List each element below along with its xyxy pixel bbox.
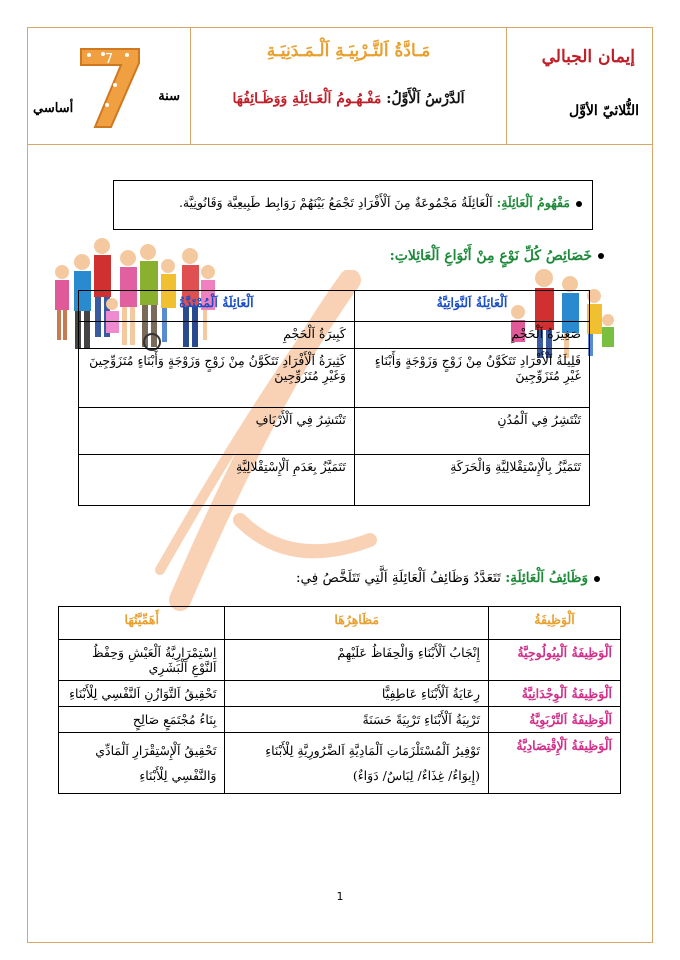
table-cell: تَنْتَشِرُ فِي اَلْأَرْيَافِ (79, 408, 355, 455)
table-cell: تَرْبِيَةُ اَلْأَبْنَاءِ تَرْبِيَةً حَسَنَةً (225, 707, 489, 733)
lesson-title: مَفْـهُـومُ اَلْعَـائِلَةِ وَوَظَـائِفُهَا (232, 91, 382, 107)
table-cell: كَبِيرَةُ اَلْحَجْمِ (79, 322, 355, 349)
function-name: اَلْوَظِيفَةُ اَلْبِيُولُوجِيَّةُ (489, 640, 621, 681)
lesson-heading (191, 91, 506, 107)
table-row (59, 733, 621, 794)
definition-box (113, 180, 593, 230)
column-header-function: اَلْوَظِيفَةُ (489, 607, 621, 640)
family-types-table (78, 290, 590, 506)
table-header-row (59, 607, 621, 640)
subject-title: مَـادَّةُ اَلتَّـرْبِيَـةِ اَلْـمَـدَنِيَـةِ (266, 41, 431, 61)
table-cell: تَحْقِيقُ اَلْإِسْتِقْرَارِ اَلْمَادِّي وَالنَّفْسِي لِلْأَبْنَاءِ (59, 733, 225, 794)
table-cell: تَتَمَيَّزُ بِالْإِسْتِقْلالِيَّةِ وَالْحَرَكَةِ (354, 455, 589, 506)
table-cell: صَغِيرَةُ اَلْحَجْمِ (354, 322, 589, 349)
definition-text: اَلْعَائِلَةُ مَجْمُوعَةٌ مِنَ اَلْأَفْرَادِ تَجْمَعُ بَيْنَهُمْ رَوَابِط طَبِيعِيَّة وَقَانُونِيَّة. (178, 195, 493, 210)
types-heading (390, 248, 604, 264)
header (27, 27, 653, 145)
trimester-label: الثُّلاثيّ الأوَّل (569, 103, 639, 119)
table-row (59, 640, 621, 681)
function-name: اَلْوَظِيفَةُ اَلْإِقْتِصَادِيَّةُ (489, 733, 621, 794)
column-header-extended: اَلْعَائِلَةُ اَلْمُمْتَدَّةُ (79, 291, 355, 322)
types-heading-text: خَصَائِصُ كُلِّ نَوْعٍ مِنْ أَنْوَاعِ اَلْعَائِلاتِ: (389, 248, 592, 264)
table-cell: اِسْتِمْرَارِيَّةُ اَلْعَيْشِ وَحِفْظُ اَلنَّوْعِ اَلْبَشَرِي (59, 640, 225, 681)
functions-term: وَظَائِفُ اَلْعَائِلَةِ: (505, 570, 588, 586)
author-name: إيمان الجبالي (541, 47, 635, 67)
definition-term: مَفْهُومُ اَلْعَائِلَةِ: (496, 195, 570, 210)
bullet-icon (594, 576, 600, 582)
table-row (79, 455, 590, 506)
column-header-importance: أَهَمِّيَّتُهَا (59, 607, 225, 640)
bullet-icon (576, 201, 582, 207)
table-cell: تَوْفِيرُ اَلْمُسْتَلْزَمَاتِ اَلْمَادِيَّةِ اَلضَّرُورِيَّةِ لِلْأَبْنَاءِ (إِيوَاءٌ/ غِذَاءٌ/ لِبَاسٌ/ دَوَاءٌ) (225, 733, 489, 794)
table-cell: كَثِيرَةُ اَلْأَفْرَادِ تَتَكَوَّنُ مِنْ زَوْجٍ وَزَوْجَةٍ وَأَبْنَاءٍ مُتَزَوِّجِينَ وَغَيْرِ مُتَزَوِّجِينَ (79, 349, 355, 408)
functions-heading (296, 570, 600, 586)
column-header-manifestations: مَظَاهِرُهَا (225, 607, 489, 640)
bullet-icon (598, 253, 604, 259)
lesson-label: اَلدَّرْسُ اَلْأَوَّلُ: (386, 91, 465, 107)
table-row (79, 322, 590, 349)
column-header-nuclear: اَلْعَائِلَةُ اَلنَّوَاتِيَّةُ (354, 291, 589, 322)
family-functions-table (58, 606, 621, 794)
table-cell: إِنْجَابُ اَلْأَبْنَاءِ وَالْحِفَاظُ عَلَيْهِمْ (225, 640, 489, 681)
table-row (59, 707, 621, 733)
table-cell: تَحْقِيقُ اَلتَّوَازُنِ اَلنَّفْسِي لِلْأَبْنَاءِ (59, 681, 225, 707)
year-label: سنة (158, 89, 180, 104)
table-cell: قَلِيلَةُ اَلْأَفْرَادِ تَتَكَوَّنُ مِنْ زَوْجٍ وَزَوْجَةٍ وَأَبْنَاءٍ غَيْرِ مُتَزَوِّجِينَ (354, 349, 589, 408)
table-cell: تَتَمَيَّزُ بِعَدَمِ اَلْإِسْتِقْلالِيَّةِ (79, 455, 355, 506)
table-row (79, 349, 590, 408)
table-cell: بِنَاءُ مُجْتَمَعٍ صَالِحٍ (59, 707, 225, 733)
header-title-cell (190, 27, 506, 144)
function-name: اَلْوَظِيفَةُ اَلتَّرْبَوِيَّةُ (489, 707, 621, 733)
header-author-cell (506, 27, 653, 144)
basic-label: أساسي (33, 101, 74, 116)
header-grade-cell (27, 27, 190, 144)
table-header-row (79, 291, 590, 322)
table-cell: تَنْتَشِرُ فِي اَلْمُدُنِ (354, 408, 589, 455)
table-row (79, 408, 590, 455)
functions-intro: تَتَعَدَّدُ وَظَائِفُ اَلْعَائِلَةِ اَلَّتِي تَتَلَخَّصُ فِي: (295, 570, 501, 586)
grade-seven-logo-text: 7 (104, 52, 114, 67)
page-number: 1 (336, 890, 344, 903)
table-cell: رِعَايَةُ اَلْأَبْنَاءِ عَاطِفِيًّا (225, 681, 489, 707)
function-name: اَلْوَظِيفَةُ اَلْوِجْدَانِيَّةُ (489, 681, 621, 707)
table-row (59, 681, 621, 707)
grade-seven-logo (75, 41, 145, 131)
